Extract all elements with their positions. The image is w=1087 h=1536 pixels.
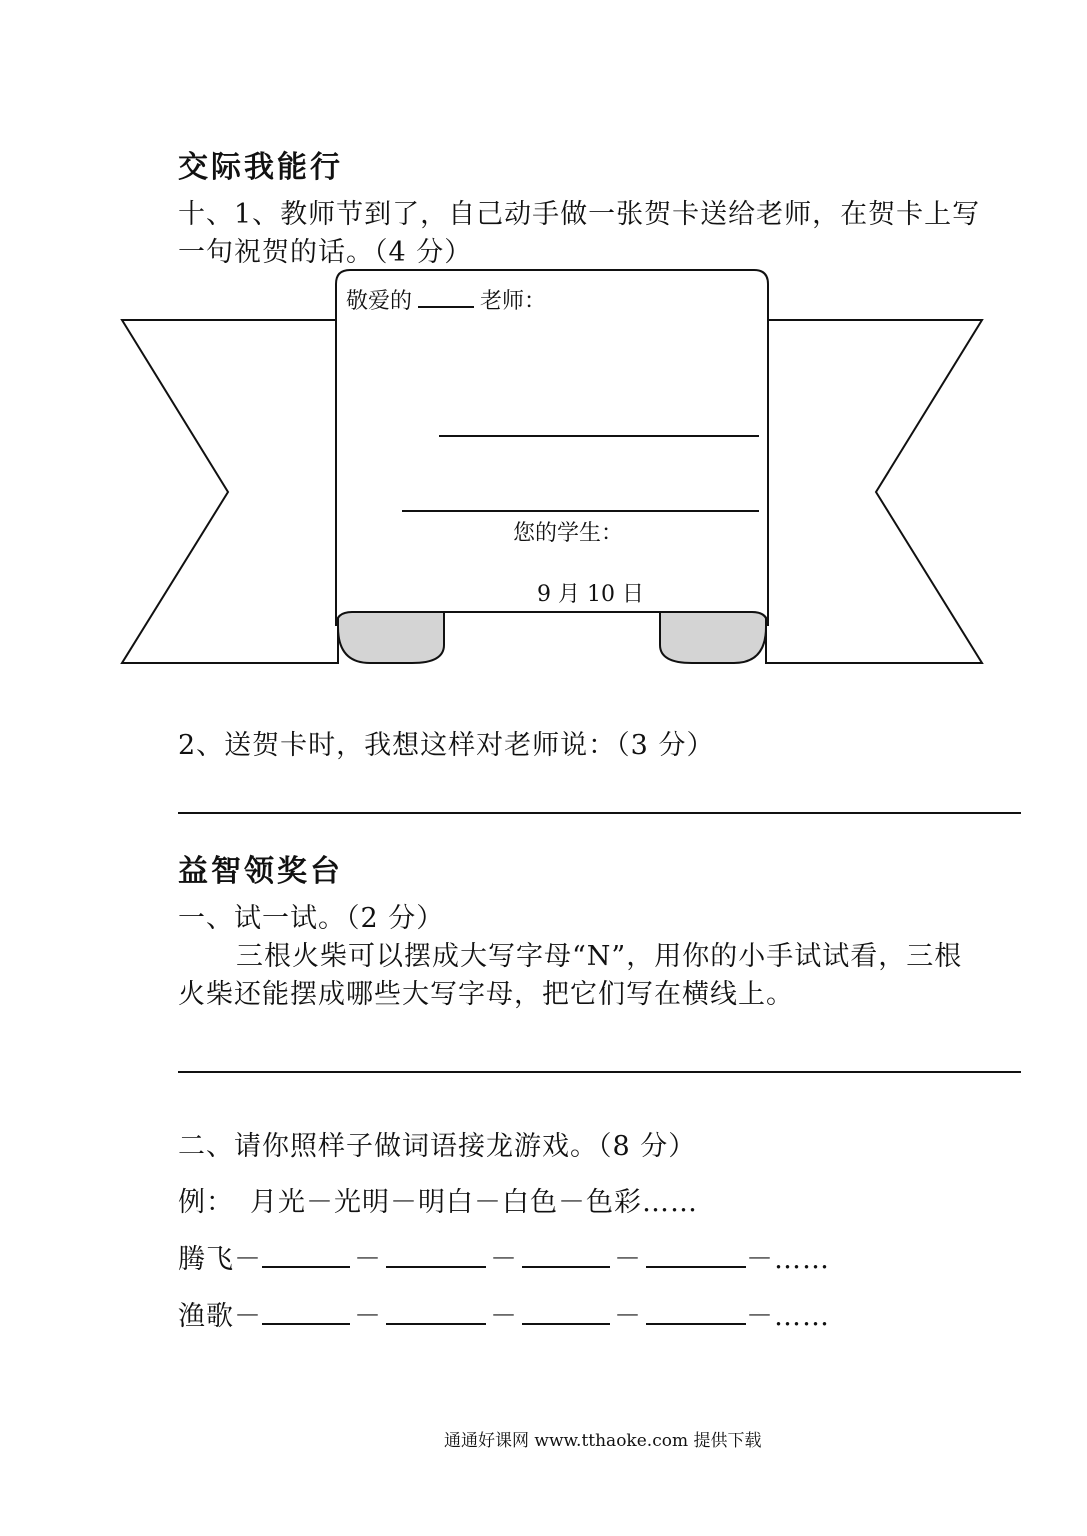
question-10-1-line2: 一句祝贺的话。（4 分） [178,237,473,268]
section-heading-communication: 交际我能行 [178,150,343,185]
question-2-title: 二、请你照样子做词语接龙游戏。（8 分） [178,1131,697,1162]
card-greeting-suffix: 老师： [480,289,547,314]
chain-blank[interactable] [646,1299,746,1325]
chain-separator: － [354,1301,382,1332]
example-chain: 月光－光明－明白－白色－色彩…… [250,1187,698,1218]
question-1-line1: 三根火柴可以摆成大写字母“N”，用你的小手试试看，三根 [236,941,963,972]
footer-credit: 通通好课网 www.tthaoke.com 提供下载 [444,1431,762,1451]
chain-blank[interactable] [386,1242,486,1268]
section-heading-puzzle: 益智领奖台 [178,854,343,889]
question-10-1-line1: 十、1、教师节到了，自己动手做一张贺卡送给老师，在贺卡上写 [178,199,981,230]
chain-separator: － [490,1301,518,1332]
answer-line-1[interactable] [178,1071,1021,1073]
chain-end: －…… [746,1244,830,1275]
chain-row-1 [178,1237,830,1276]
chain-start: 渔歌－ [178,1301,262,1332]
scroll-roll-left [338,612,444,663]
card-body [336,270,768,626]
card-greeting [346,284,546,315]
teacher-name-blank[interactable] [418,286,474,308]
chain-end: －…… [746,1301,830,1332]
chain-separator: － [614,1301,642,1332]
chain-blank[interactable] [262,1299,350,1325]
question-1-line2: 火柴还能摆成哪些大写字母，把它们写在横线上。 [178,979,794,1010]
scroll-roll-right [660,612,766,663]
card-date: 9 月 10 日 [537,582,644,607]
chain-blank[interactable] [262,1242,350,1268]
chain-separator: － [614,1244,642,1275]
card-greeting-prefix: 敬爱的 [346,289,413,314]
chain-blank[interactable] [522,1242,610,1268]
answer-line-10-2[interactable] [178,812,1021,814]
example-row [178,1180,698,1219]
example-label: 例： [178,1187,234,1218]
card-signature: 您的学生： [513,521,624,546]
chain-separator: － [354,1244,382,1275]
chain-blank[interactable] [386,1299,486,1325]
ribbon-right-tail [766,320,982,663]
chain-row-2 [178,1294,830,1333]
ribbon-left-tail [122,320,338,663]
chain-start: 腾飞－ [178,1244,262,1275]
chain-blank[interactable] [522,1299,610,1325]
chain-blank[interactable] [646,1242,746,1268]
question-1-title: 一、试一试。（2 分） [178,903,445,934]
question-10-2: 2、送贺卡时，我想这样对老师说：（3 分） [178,730,715,761]
chain-separator: － [490,1244,518,1275]
